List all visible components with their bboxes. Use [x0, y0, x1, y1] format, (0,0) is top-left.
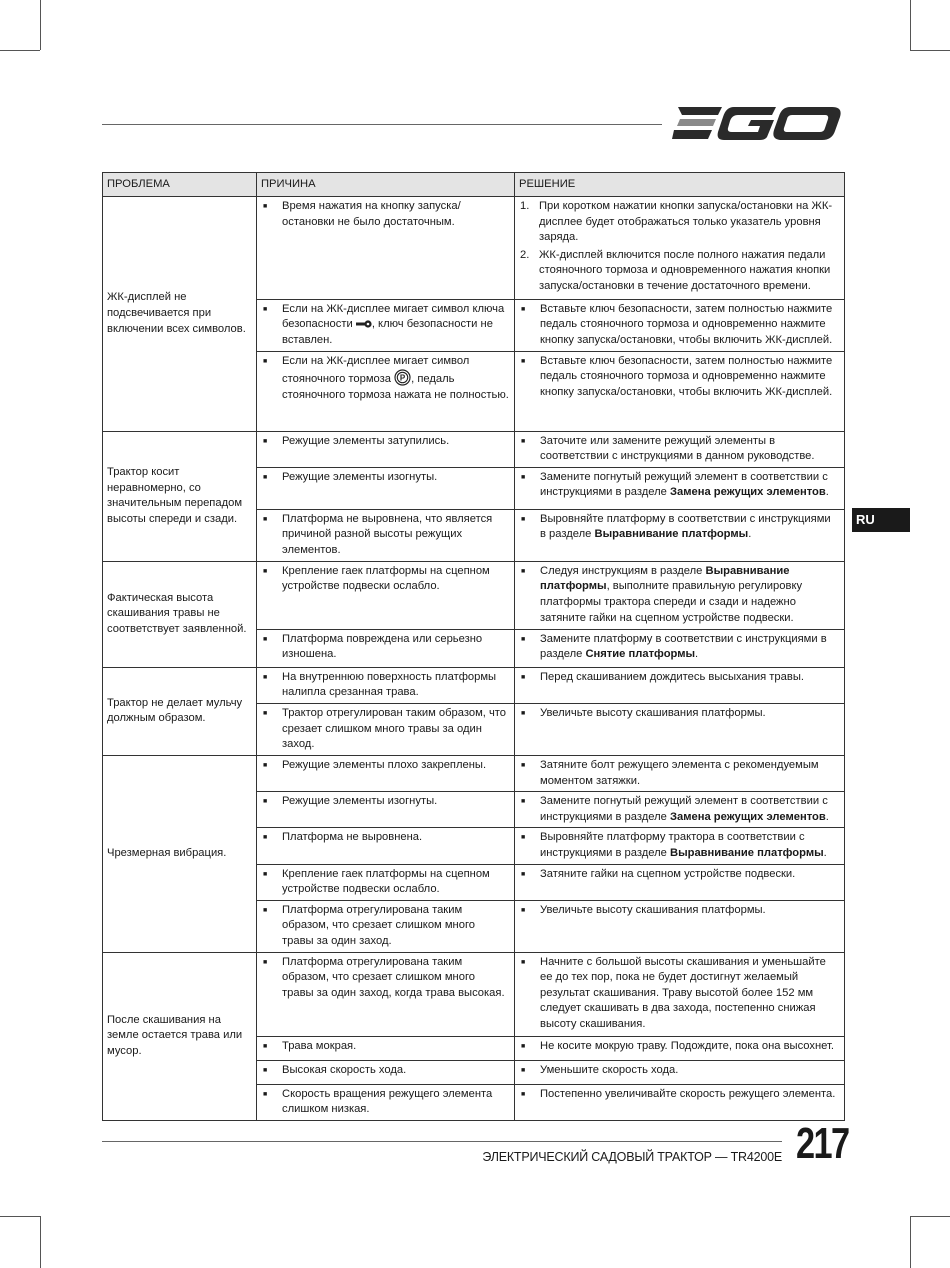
- bullet-icon: ■: [521, 1090, 526, 1098]
- solution-cell: ■ Начните с большой высоты скашивания и уменьшайте ее до тех пор, пока не будет достигнут желаемый результат скашивания. Траву высотой более 152 мм следует скашивать в два захода, постепенно снижая высоту скашивания.: [515, 952, 845, 1036]
- bullet-icon: ■: [521, 1042, 526, 1050]
- cause-cell: ■ Режущие элементы затупились.: [257, 431, 515, 467]
- problem-cell: ЖК-дисплей не подсвечивается при включении всех символов.: [103, 197, 257, 432]
- header-solution: РЕШЕНИЕ: [515, 173, 845, 197]
- cause-cell: ■ Трава мокрая.: [257, 1036, 515, 1060]
- solution-cell: ■ Затяните гайки на сцепном устройстве подвески.: [515, 864, 845, 900]
- crop-mark: [910, 1216, 950, 1217]
- bullet-icon: ■: [521, 906, 526, 914]
- bullet-icon: ■: [263, 834, 268, 842]
- bullet-icon: ■: [521, 357, 526, 365]
- ego-logo: [672, 104, 844, 144]
- language-tab: RU: [852, 508, 910, 532]
- bullet-icon: ■: [521, 437, 526, 445]
- svg-text:P: P: [399, 373, 406, 383]
- safety-key-icon: [356, 320, 372, 328]
- header-cause: ПРИЧИНА: [257, 173, 515, 197]
- solution-cell: ■ Выровняйте платформу в соответствии с инструкциями в разделе Выравнивание платформы.: [515, 509, 845, 561]
- cause-cell: ■ Трактор отрегулирован таким образом, что срезает слишком много травы за один заход.: [257, 703, 515, 755]
- bullet-icon: ■: [263, 357, 268, 365]
- bullet-icon: ■: [263, 567, 268, 575]
- cause-cell: ■ Платформа повреждена или серьезно изношена.: [257, 629, 515, 667]
- bullet-icon: ■: [263, 958, 268, 966]
- cause-cell: ■ Крепление гаек платформы на сцепном устройстве подвески ослабло.: [257, 864, 515, 900]
- solution-cell: ■ Замените платформу в соответствии с инструкциями в разделе Снятие платформы.: [515, 629, 845, 667]
- bullet-icon: ■: [263, 1090, 268, 1098]
- solution-cell: 1. При коротком нажатии кнопки запуска/остановки на ЖК-дисплее будет отображаться только указатель уровня заряда. 2. ЖК-дисплей включится после полного нажатия педали стояночного тормоза и одновременного нажатия кнопки запуска/остановки в течение достаточного времени.: [515, 197, 845, 300]
- bullet-icon: ■: [521, 515, 526, 523]
- bullet-icon: ■: [521, 870, 526, 878]
- bullet-icon: ■: [263, 305, 268, 313]
- bullet-icon: ■: [263, 515, 268, 523]
- bullet-icon: ■: [263, 1066, 268, 1074]
- header-rule: [102, 124, 662, 125]
- cause-cell: ■ Если на ЖК-дисплее мигает символ стояночного тормоза P , педаль стояночного тормоза нажата не полностью.: [257, 351, 515, 431]
- bullet-icon: ■: [263, 906, 268, 914]
- bullet-icon: ■: [263, 1042, 268, 1050]
- cause-cell: ■ Режущие элементы плохо закреплены.: [257, 755, 515, 791]
- crop-mark: [910, 1216, 911, 1268]
- solution-cell: ■ Постепенно увеличивайте скорость режущего элемента.: [515, 1084, 845, 1120]
- solution-cell: ■ Замените погнутый режущий элемент в соответствии с инструкциями в разделе Замена режущих элементов.: [515, 467, 845, 509]
- solution-cell: ■ Уменьшите скорость хода.: [515, 1060, 845, 1084]
- page-number: 217: [796, 1119, 849, 1168]
- solution-cell: ■ Вставьте ключ безопасности, затем полностью нажмите педаль стояночного тормоза и одновременно нажмите кнопку запуска/остановки, чтобы включить ЖК-дисплей.: [515, 351, 845, 431]
- header-problem: ПРОБЛЕМА: [103, 173, 257, 197]
- footer-title: ЭЛЕКТРИЧЕСКИЙ САДОВЫЙ ТРАКТОР — TR4200E: [482, 1150, 782, 1164]
- bullet-icon: ■: [521, 473, 526, 481]
- problem-cell: Трактор косит неравномерно, со значительным перепадом высоты спереди и сзади.: [103, 431, 257, 561]
- table-row: [103, 667, 845, 703]
- bullet-icon: ■: [521, 958, 526, 966]
- solution-cell: ■ Увеличьте высоту скашивания платформы.: [515, 703, 845, 755]
- cause-cell: ■ Время нажатия на кнопку запуска/остановки не было достаточным.: [257, 197, 515, 300]
- solution-cell: ■ Увеличьте высоту скашивания платформы.: [515, 900, 845, 952]
- bullet-icon: ■: [263, 709, 268, 717]
- bullet-icon: ■: [263, 761, 268, 769]
- bullet-icon: ■: [521, 673, 526, 681]
- table-row: [103, 561, 845, 629]
- cause-cell: ■ На внутреннюю поверхность платформы налипла срезанная трава.: [257, 667, 515, 703]
- table-row: [103, 755, 845, 791]
- crop-mark: [40, 0, 41, 50]
- cause-cell: ■ Если на ЖК-дисплее мигает символ ключа безопасности , ключ безопасности не вставлен.: [257, 299, 515, 351]
- cause-cell: ■ Платформа не выровнена.: [257, 828, 515, 864]
- problem-cell: После скашивания на земле остается трава или мусор.: [103, 952, 257, 1120]
- problem-cell: Трактор не делает мульчу должным образом.: [103, 667, 257, 755]
- cause-cell: ■ Платформа отрегулирована таким образом, что срезает слишком много травы за один заход.: [257, 900, 515, 952]
- bullet-icon: ■: [263, 203, 268, 210]
- bullet-icon: ■: [521, 635, 526, 643]
- bullet-icon: ■: [521, 798, 526, 806]
- cause-cell: ■ Режущие элементы изогнуты.: [257, 467, 515, 509]
- cause-cell: ■ Скорость вращения режущего элемента слишком низкая.: [257, 1084, 515, 1120]
- solution-cell: ■ Не косите мокрую траву. Подождите, пока она высохнет.: [515, 1036, 845, 1060]
- table-row: [103, 197, 845, 300]
- bullet-icon: ■: [263, 798, 268, 806]
- bullet-icon: ■: [521, 709, 526, 717]
- footer-rule: [102, 1141, 782, 1142]
- table-row: [103, 431, 845, 467]
- bullet-icon: ■: [521, 761, 526, 769]
- cause-cell: ■ Высокая скорость хода.: [257, 1060, 515, 1084]
- crop-mark: [0, 50, 40, 51]
- crop-mark: [40, 1216, 41, 1268]
- table-header-row: [103, 173, 845, 197]
- crop-mark: [910, 50, 950, 51]
- bullet-icon: ■: [263, 437, 268, 445]
- bullet-icon: ■: [263, 473, 268, 481]
- bullet-icon: ■: [521, 305, 526, 313]
- bullet-icon: ■: [263, 635, 268, 643]
- bullet-icon: ■: [521, 567, 526, 575]
- cause-cell: ■ Платформа отрегулирована таким образом, что срезает слишком много травы за один заход, когда трава высокая.: [257, 952, 515, 1036]
- bullet-icon: ■: [521, 834, 526, 842]
- parking-brake-icon: [394, 369, 411, 386]
- solution-cell: ■ Перед скашиванием дождитесь высыхания травы.: [515, 667, 845, 703]
- crop-mark: [910, 0, 911, 50]
- cause-cell: ■ Режущие элементы изогнуты.: [257, 792, 515, 828]
- problem-cell: Чрезмерная вибрация.: [103, 755, 257, 952]
- solution-cell: ■ Заточите или замените режущий элементы в соответствии с инструкциями в данном руководстве.: [515, 431, 845, 467]
- cause-cell: ■ Платформа не выровнена, что является причиной разной высоты режущих элементов.: [257, 509, 515, 561]
- solution-cell: ■ Затяните болт режущего элемента с рекомендуемым моментом затяжки.: [515, 755, 845, 791]
- cause-cell: ■ Крепление гаек платформы на сцепном устройстве подвески ослабло.: [257, 561, 515, 629]
- bullet-icon: ■: [263, 673, 268, 681]
- solution-cell: ■ Следуя инструкциям в разделе Выравнивание платформы, выполните правильную регулировку платформы трактора спереди и сзади и надежно затяните гайки на сцепном устройстве подвески.: [515, 561, 845, 629]
- bullet-icon: ■: [521, 1066, 526, 1074]
- crop-mark: [0, 1216, 40, 1217]
- table-row: [103, 952, 845, 1036]
- solution-cell: ■ Замените погнутый режущий элемент в соответствии с инструкциями в разделе Замена режущих элементов.: [515, 792, 845, 828]
- troubleshooting-table: [102, 172, 845, 1121]
- solution-cell: ■ Вставьте ключ безопасности, затем полностью нажмите педаль стояночного тормоза и одновременно нажмите кнопку запуска/остановки, чтобы включить ЖК-дисплей.: [515, 299, 845, 351]
- solution-cell: ■ Выровняйте платформу трактора в соответствии с инструкциями в разделе Выравнивание платформы.: [515, 828, 845, 864]
- problem-cell: Фактическая высота скашивания травы не соответствует заявленной.: [103, 561, 257, 667]
- bullet-icon: ■: [263, 870, 268, 878]
